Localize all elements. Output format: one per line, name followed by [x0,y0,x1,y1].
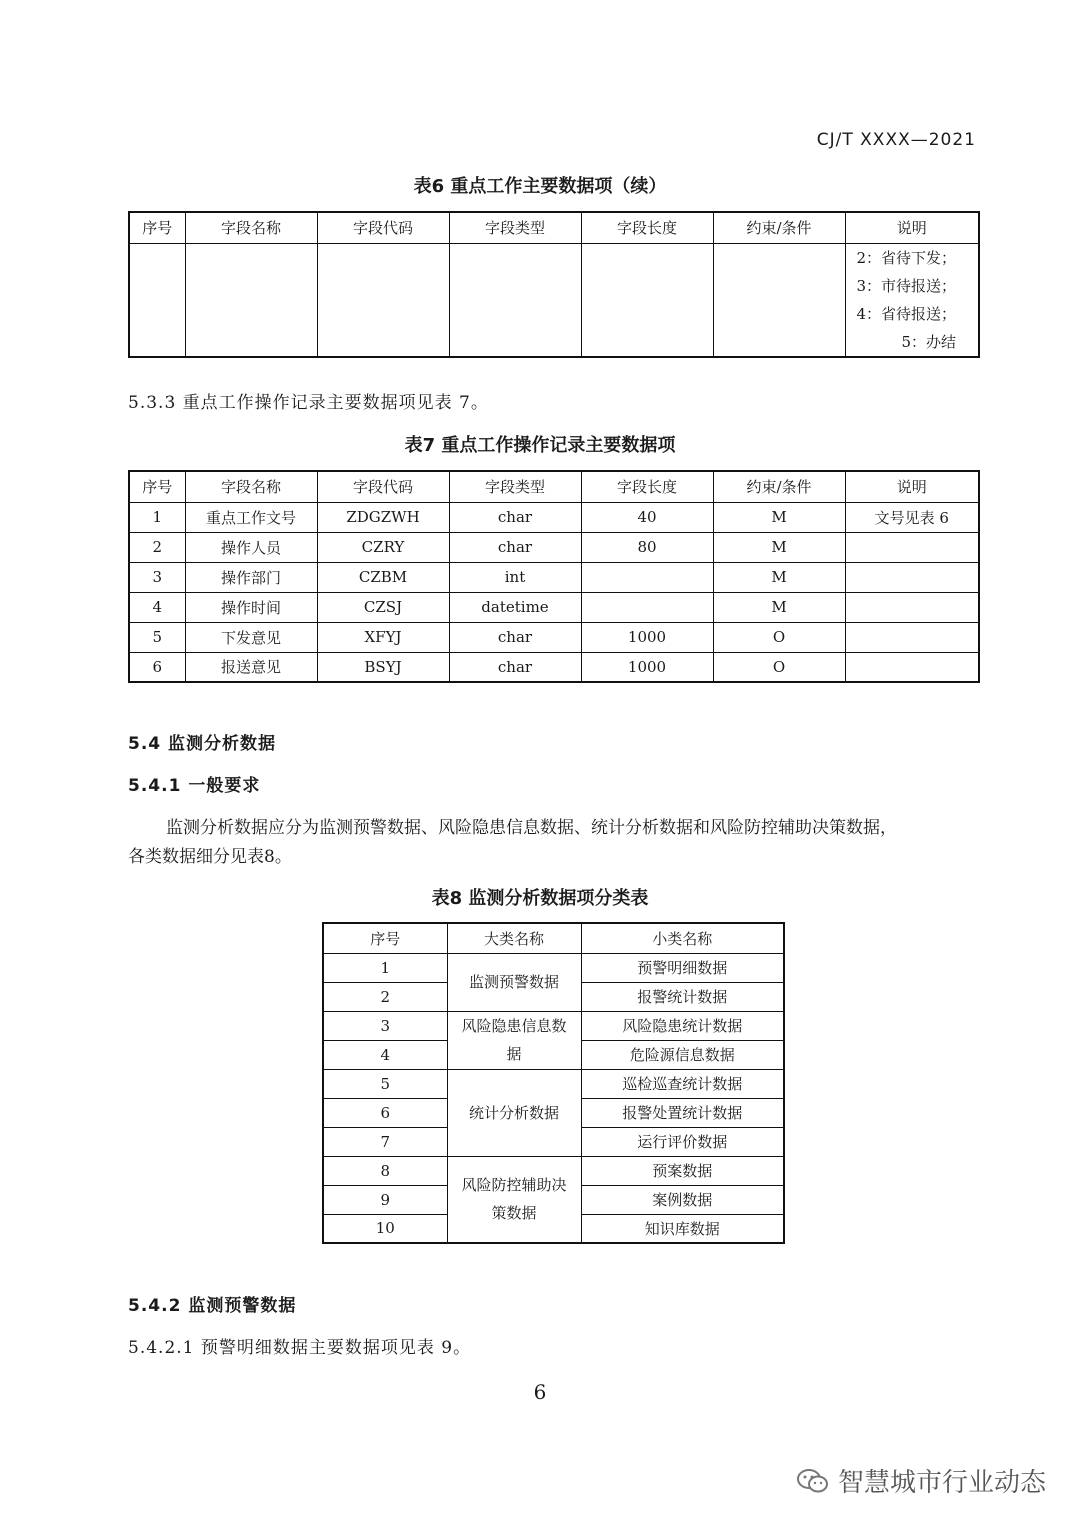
table-cell: char [449,652,581,682]
table8-header-row [323,923,784,953]
table-cell: 4 [129,592,185,622]
table8-header-cell: 小类名称 [581,923,784,953]
table-cell: 1 [129,502,185,532]
table-row [323,1069,784,1098]
section-5-4-2-heading: 5.4.2 监测预警数据 [128,1296,297,1316]
table-row [323,1156,784,1185]
section-5-4-heading: 5.4 监测分析数据 [128,734,277,754]
table7-header-cell: 字段代码 [317,471,449,502]
table-cell [581,243,713,357]
table-cell: 9 [323,1185,447,1214]
table6-header-cell: 序号 [129,212,185,243]
section-5-4-2-1: 5.4.2.1 预警明细数据主要数据项见表 9。 [128,1338,472,1358]
category-cell: 风险隐患信息数据 [447,1011,581,1069]
table-cell: 8 [323,1156,447,1185]
table-row [129,562,979,592]
table7-header-row [129,471,979,502]
page-number: 6 [533,1380,547,1404]
table-cell: ZDGZWH [317,502,449,532]
table6-header-cell: 字段类型 [449,212,581,243]
table-cell: datetime [449,592,581,622]
table-cell: char [449,502,581,532]
table-cell [845,592,979,622]
table6-header-cell: 字段代码 [317,212,449,243]
paragraph-line-1: 监测分析数据应分为监测预警数据、风险隐患信息数据、统计分析数据和风险防控辅助决策数据， [166,818,897,838]
table-cell: 下发意见 [185,622,317,652]
desc-line: 5：办结 [901,332,956,351]
table-cell [845,622,979,652]
table6-description-cell [845,243,979,357]
table-cell: 预案数据 [581,1156,784,1185]
table-cell: M [713,502,845,532]
table-cell: 报警处置统计数据 [581,1098,784,1127]
table6-row [129,243,979,357]
table-cell: 1 [323,953,447,982]
table6-caption: 表6 重点工作主要数据项（续） [413,176,667,197]
table-row [129,502,979,532]
table-row [129,532,979,562]
table-cell: 3 [129,562,185,592]
table-cell: XFYJ [317,622,449,652]
table-cell: BSYJ [317,652,449,682]
table-cell: 风险隐患统计数据 [581,1011,784,1040]
table6 [128,211,980,358]
table-cell: 5 [129,622,185,652]
table7-header-cell: 字段类型 [449,471,581,502]
table-cell: 2 [129,532,185,562]
table-cell: O [713,622,845,652]
table7-header-cell: 字段名称 [185,471,317,502]
table-cell: 40 [581,502,713,532]
table6-header-cell: 说明 [845,212,979,243]
table6-header-cell: 字段长度 [581,212,713,243]
table-cell: 文号见表 6 [845,502,979,532]
category-cell: 监测预警数据 [447,953,581,1011]
table-cell: 报送意见 [185,652,317,682]
table-cell [845,562,979,592]
desc-line: 4：省待报送； [856,304,956,323]
watermark [796,1462,1046,1499]
table-row [129,592,979,622]
table-cell: 危险源信息数据 [581,1040,784,1069]
table-cell: 1000 [581,622,713,652]
table6-header-cell: 字段名称 [185,212,317,243]
desc-line: 2：省待下发； [856,248,956,267]
table-row [323,953,784,982]
table-cell: M [713,562,845,592]
table-cell: 操作部门 [185,562,317,592]
table-cell: CZBM [317,562,449,592]
table-cell: 6 [323,1098,447,1127]
table6-header-row [129,212,979,243]
table-cell: 报警统计数据 [581,982,784,1011]
table-row [129,622,979,652]
table-cell: 3 [323,1011,447,1040]
table-cell [845,652,979,682]
table-cell: 重点工作文号 [185,502,317,532]
watermark-text: 智慧城市行业动态 [837,1468,1046,1498]
table7-header-cell: 序号 [129,471,185,502]
table-cell: O [713,652,845,682]
table-cell: 巡检巡查统计数据 [581,1069,784,1098]
document-code: CJ/T XXXX—2021 [816,130,976,150]
table-cell: int [449,562,581,592]
table-cell: M [713,532,845,562]
table-cell [449,243,581,357]
section-5-3-3: 5.3.3 重点工作操作记录主要数据项见表 7。 [128,393,489,413]
table-cell: 预警明细数据 [581,953,784,982]
paragraph-line-2: 各类数据细分见表8。 [128,847,292,867]
table-cell: 案例数据 [581,1185,784,1214]
table-cell: char [449,532,581,562]
table8-header-cell: 序号 [323,923,447,953]
table-cell [581,562,713,592]
table7-header-cell: 说明 [845,471,979,502]
table-cell: M [713,592,845,622]
table-cell [581,592,713,622]
table8-header-cell: 大类名称 [447,923,581,953]
table-cell: 4 [323,1040,447,1069]
table6-header-cell: 约束/条件 [713,212,845,243]
table-cell: 10 [323,1214,447,1243]
table-cell [713,243,845,357]
table-cell: 6 [129,652,185,682]
table-cell [845,532,979,562]
table-row [323,1011,784,1040]
table7 [128,470,980,683]
table-cell: 1000 [581,652,713,682]
table-row [129,652,979,682]
category-cell: 风险防控辅助决策数据 [447,1156,581,1243]
table-cell: 知识库数据 [581,1214,784,1243]
table-cell [129,243,185,357]
table-cell: 80 [581,532,713,562]
table-cell: 5 [323,1069,447,1098]
category-cell: 统计分析数据 [447,1069,581,1156]
table7-caption: 表7 重点工作操作记录主要数据项 [404,435,676,456]
table-cell: 7 [323,1127,447,1156]
section-5-4-1-heading: 5.4.1 一般要求 [128,776,261,796]
table8 [322,922,785,1244]
wechat-icon [796,1467,830,1495]
table-cell: 操作人员 [185,532,317,562]
desc-line: 3：市待报送； [856,276,956,295]
table-cell: char [449,622,581,652]
table7-header-cell: 字段长度 [581,471,713,502]
table-cell: 操作时间 [185,592,317,622]
table-cell: 2 [323,982,447,1011]
table-cell [317,243,449,357]
table-cell: 运行评价数据 [581,1127,784,1156]
table8-caption: 表8 监测分析数据项分类表 [431,888,649,909]
table7-header-cell: 约束/条件 [713,471,845,502]
table-cell [185,243,317,357]
table-cell: CZSJ [317,592,449,622]
table-cell: CZRY [317,532,449,562]
